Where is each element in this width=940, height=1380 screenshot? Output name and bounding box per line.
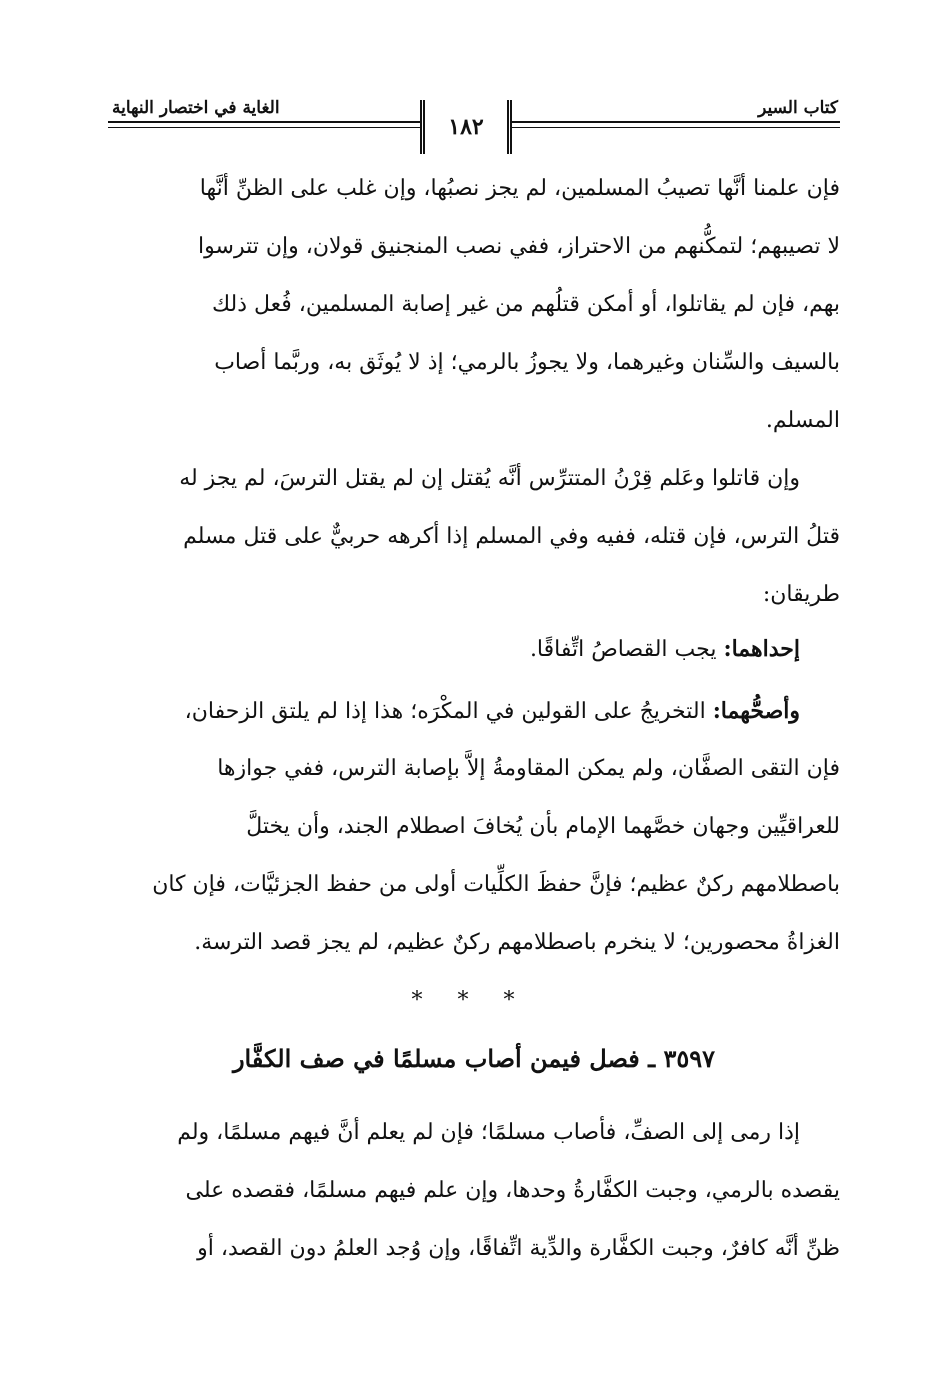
text-line: بالسيف والسِّنان وغيرهما، ولا يجوزُ بالرمي؛ إذ لا يُوثَق به، وربَّما أصاب [214,350,840,375]
text-line [108,682,840,740]
option-text: يجب القصاصُ اتِّفاقًا. [529,637,717,662]
option-text: التخريجُ على القولين في المكْرَه؛ هذا إذا لم يلتق الزحفان، [184,699,706,724]
paragraph-2 [108,450,840,624]
text-line: طريقان: [762,582,840,607]
text-line: الغزاةُ محصورين؛ لا ينخرم باصطلامهم ركنٌ عظيم، لم يجز قصد الترسة. [194,930,840,955]
paragraph-1 [108,160,840,450]
option-label: إحداهما: [723,636,800,662]
text-line: للعراقيِّين وجهان خصَّهما الإمام بأن يُخافَ اصطلام الجند، وأن يختلَّ [246,814,840,839]
text-line: فإن علمنا أنَّها تصيبُ المسلمين، لم يجز نصبُها، وإن غلب على الظنِّ أنَّها [199,176,840,201]
page-number-box [420,100,512,154]
page-number: ١٨٢ [448,114,484,140]
text-line: إذا رمى إلى الصفِّ، فأصاب مسلمًا؛ فإن لم يعلم أنَّ فيهم مسلمًا، ولم [177,1120,800,1145]
section-heading: ٣٥٩٧ ـ فصل فيمن أصاب مسلمًا في صف الكفَّار [232,1044,716,1073]
text-line: باصطلامهم ركنٌ عظيم؛ فإنَّ حفظَ الكلِّيات أولى من حفظ الجزئيَّات، فإن كان [152,872,840,897]
text-line: بهم، فإن لم يقاتلوا، أو أمكن قتلُهم من غير إصابة المسلمين، فُعل ذلك [211,292,840,317]
paragraph-3 [108,620,840,678]
text-line [108,620,840,678]
text-line: يقصده بالرمي، وجبت الكفَّارةُ وحدها، وإن علم فيهم مسلمًا، فقصده على [185,1178,840,1203]
paragraph-4 [108,682,840,972]
option-label: وأصحُّهما: [712,698,800,724]
text-line: فإن التقى الصفَّان، ولم يمكن المقاومةُ إلاَّ بإصابة الترس، ففي جوازها [217,756,840,781]
text-line: وإن قاتلوا وعَلم قِرْنُ المتترِّس أنَّه يُقتل إن لم يقتل الترسَ، لم يجز له [179,466,800,491]
text-line: المسلم. [765,408,840,433]
section-separator: * * * [411,988,529,1013]
book-title: الغاية في اختصار النهاية [112,98,280,118]
text-line: لا تصيبهم؛ لتمكُّنهم من الاحتراز، ففي نصب المنجنيق قولان، وإن تترسوا [198,234,840,259]
chapter-title: كتاب السير [758,98,838,118]
text-line: قتلُ الترس، فإن قتله، ففيه وفي المسلم إذا أكرهه حربيٌّ على قتل مسلم [183,524,840,549]
text-line: ظنِّ أنَّه كافرٌ، وجبت الكفَّارة والدِّية اتِّفاقًا، وإن وُجد العلمُ دون القصد، أو [197,1236,840,1261]
paragraph-5 [108,1104,840,1278]
